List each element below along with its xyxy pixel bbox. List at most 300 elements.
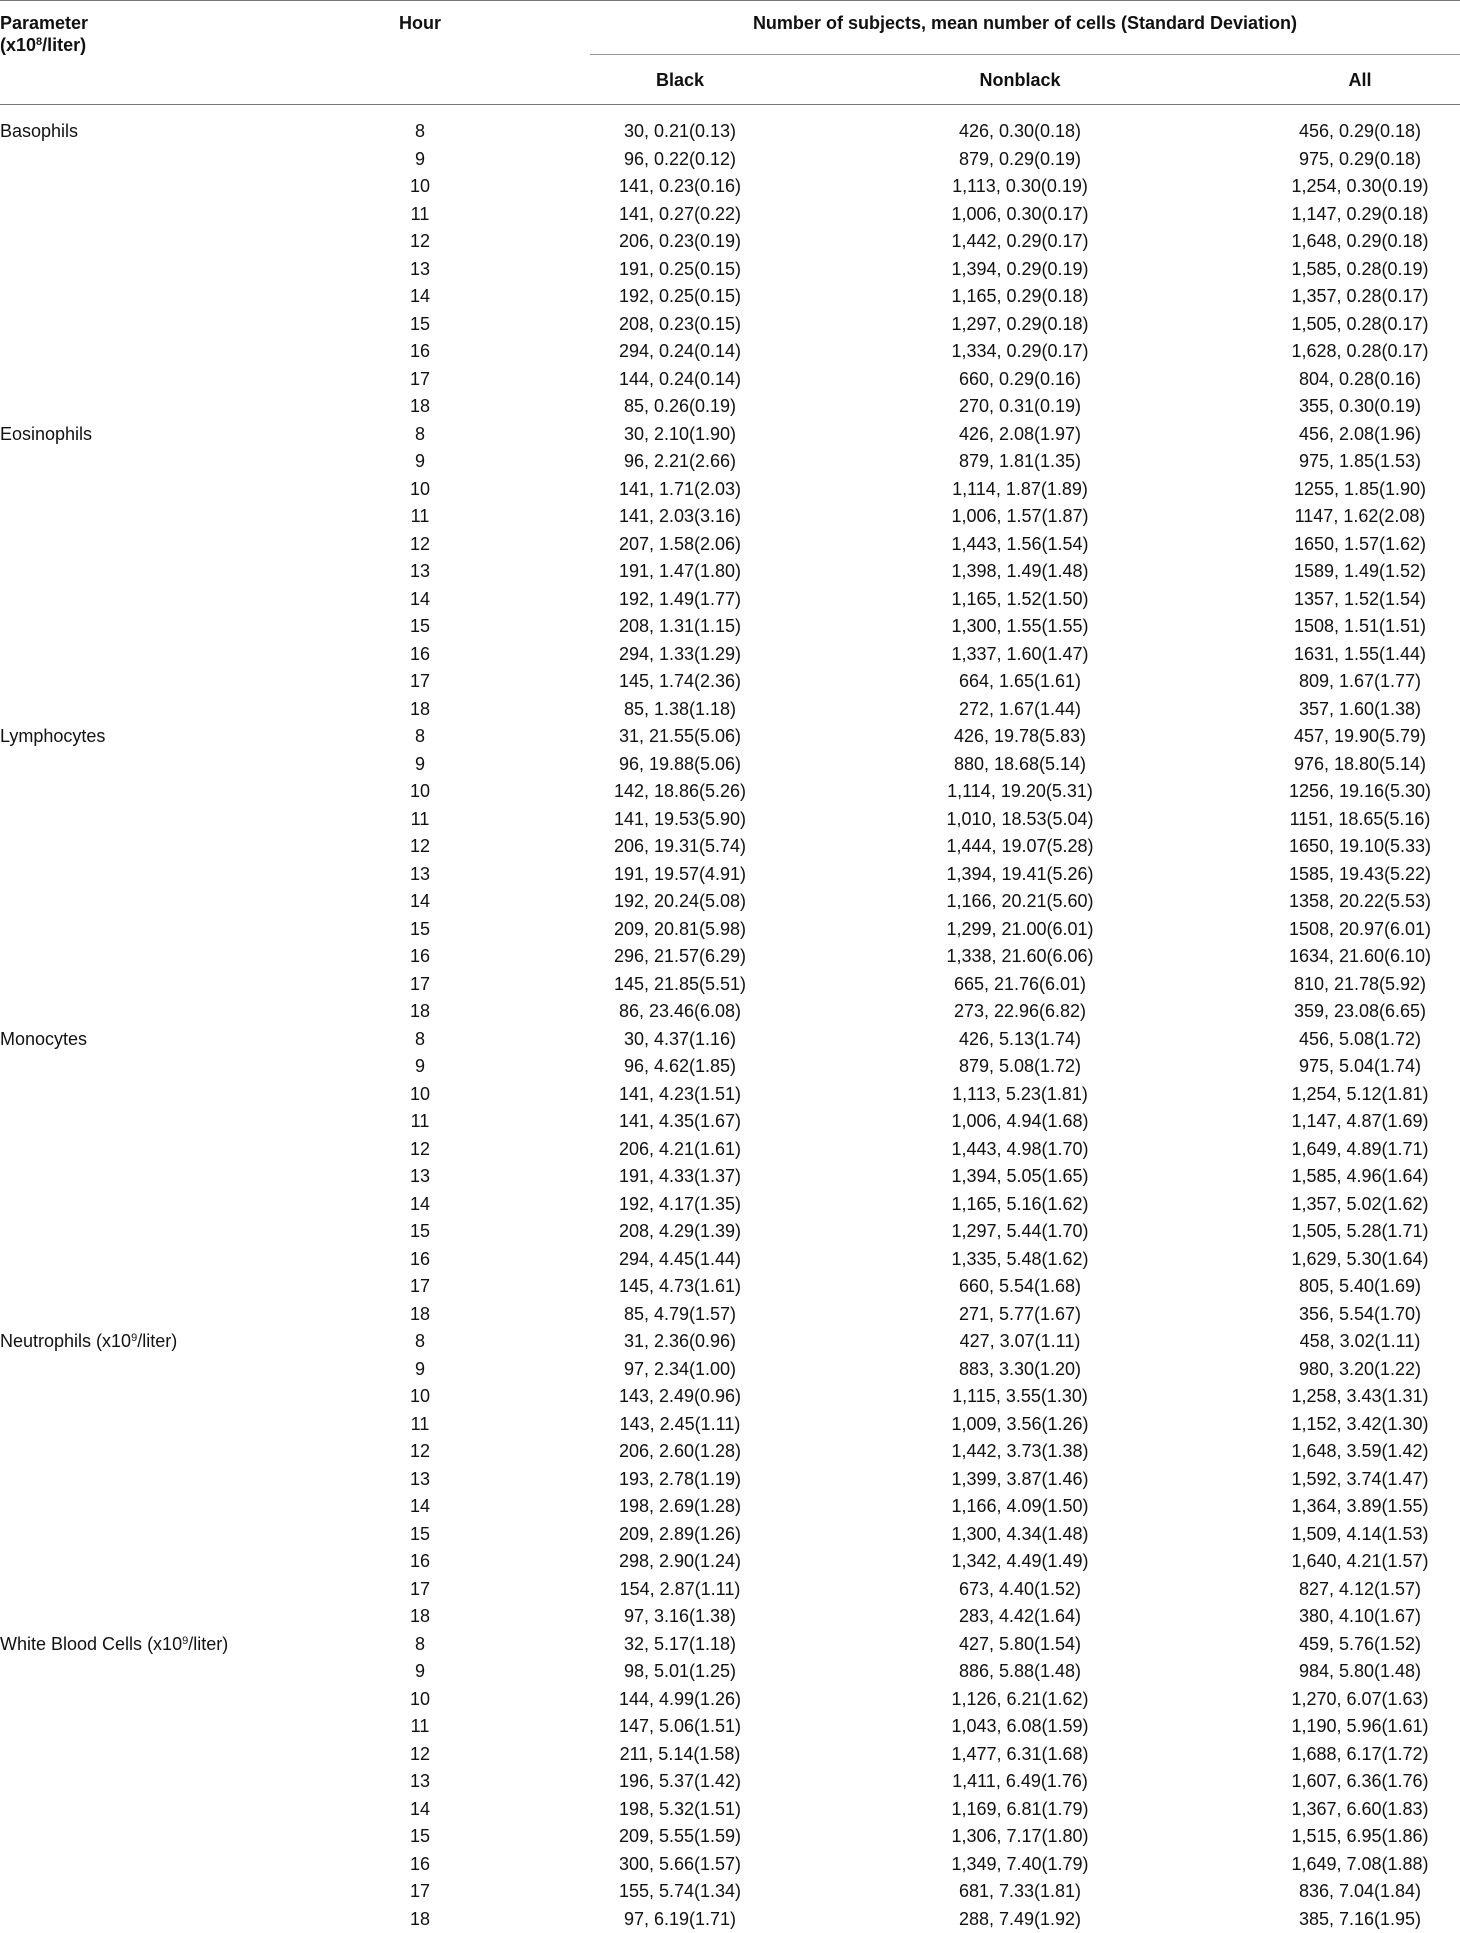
cell-hour: 11 <box>360 1713 480 1741</box>
cell-black: 209, 2.89(1.26) <box>560 1521 800 1549</box>
cell-hour: 18 <box>360 998 480 1026</box>
cell-hour: 15 <box>360 1218 480 1246</box>
cell-all: 355, 0.30(0.19) <box>1240 393 1460 421</box>
cell-hour: 9 <box>360 751 480 779</box>
cell-nonblack: 1,443, 4.98(1.70) <box>900 1136 1140 1164</box>
cell-black: 85, 0.26(0.19) <box>560 393 800 421</box>
cell-nonblack: 1,297, 0.29(0.18) <box>900 311 1140 339</box>
cell-all: 1,367, 6.60(1.83) <box>1240 1796 1460 1824</box>
cell-all: 1508, 1.51(1.51) <box>1240 613 1460 641</box>
cell-hour: 8 <box>360 421 480 449</box>
cell-black: 193, 2.78(1.19) <box>560 1466 800 1494</box>
table-row <box>0 1493 1460 1521</box>
cell-hour: 15 <box>360 1521 480 1549</box>
cell-hour: 18 <box>360 1906 480 1933</box>
table-row <box>0 1768 1460 1796</box>
cell-nonblack: 681, 7.33(1.81) <box>900 1878 1140 1906</box>
cell-nonblack: 1,398, 1.49(1.48) <box>900 558 1140 586</box>
cell-black: 196, 5.37(1.42) <box>560 1768 800 1796</box>
cell-hour: 13 <box>360 1466 480 1494</box>
cell-hour: 12 <box>360 833 480 861</box>
cell-hour: 18 <box>360 1301 480 1329</box>
cell-nonblack: 1,126, 6.21(1.62) <box>900 1686 1140 1714</box>
cell-black: 86, 23.46(6.08) <box>560 998 800 1026</box>
cell-hour: 11 <box>360 1411 480 1439</box>
cell-all: 804, 0.28(0.16) <box>1240 366 1460 394</box>
cell-nonblack: 880, 18.68(5.14) <box>900 751 1140 779</box>
cell-hour: 14 <box>360 1796 480 1824</box>
cell-black: 141, 2.03(3.16) <box>560 503 800 531</box>
cell-hour: 11 <box>360 1108 480 1136</box>
table-row <box>0 751 1460 779</box>
table-row <box>0 1383 1460 1411</box>
cell-hour: 14 <box>360 1493 480 1521</box>
cell-black: 85, 4.79(1.57) <box>560 1301 800 1329</box>
cell-black: 294, 1.33(1.29) <box>560 641 800 669</box>
table-row <box>0 1713 1460 1741</box>
cell-nonblack: 673, 4.40(1.52) <box>900 1576 1140 1604</box>
parameter-name: Monocytes <box>0 1026 87 1054</box>
cell-hour: 17 <box>360 971 480 999</box>
cell-black: 97, 2.34(1.00) <box>560 1356 800 1384</box>
cell-nonblack: 426, 5.13(1.74) <box>900 1026 1140 1054</box>
cell-nonblack: 271, 5.77(1.67) <box>900 1301 1140 1329</box>
table-row <box>0 861 1460 889</box>
cell-black: 97, 3.16(1.38) <box>560 1603 800 1631</box>
cell-nonblack: 1,349, 7.40(1.79) <box>900 1851 1140 1879</box>
cell-black: 97, 6.19(1.71) <box>560 1906 800 1933</box>
cell-nonblack: 1,335, 5.48(1.62) <box>900 1246 1140 1274</box>
cell-all: 458, 3.02(1.11) <box>1240 1328 1460 1356</box>
table-row <box>0 1521 1460 1549</box>
table-row <box>0 1878 1460 1906</box>
cell-black: 206, 0.23(0.19) <box>560 228 800 256</box>
cell-black: 141, 0.23(0.16) <box>560 173 800 201</box>
cell-black: 32, 5.17(1.18) <box>560 1631 800 1659</box>
cell-all: 1,357, 0.28(0.17) <box>1240 283 1460 311</box>
table-row <box>0 393 1460 421</box>
table-row <box>0 1603 1460 1631</box>
cell-black: 192, 20.24(5.08) <box>560 888 800 916</box>
cell-black: 30, 4.37(1.16) <box>560 1026 800 1054</box>
cell-black: 98, 5.01(1.25) <box>560 1658 800 1686</box>
cell-hour: 8 <box>360 1328 480 1356</box>
cell-all: 1,628, 0.28(0.17) <box>1240 338 1460 366</box>
cell-hour: 13 <box>360 558 480 586</box>
table-row <box>0 1658 1460 1686</box>
cell-hour: 13 <box>360 256 480 284</box>
cell-hour: 15 <box>360 613 480 641</box>
cell-black: 296, 21.57(6.29) <box>560 943 800 971</box>
header-group-label: Number of subjects, mean number of cells (Standard Deviation) <box>590 12 1460 34</box>
cell-hour: 13 <box>360 1163 480 1191</box>
cell-all: 1,152, 3.42(1.30) <box>1240 1411 1460 1439</box>
cell-black: 155, 5.74(1.34) <box>560 1878 800 1906</box>
parameter-name: White Blood Cells $(x10^9/liter)$ <box>0 1631 228 1659</box>
cell-hour: 13 <box>360 861 480 889</box>
parameter-name: Basophils <box>0 118 78 146</box>
cell-black: 298, 2.90(1.24) <box>560 1548 800 1576</box>
cell-hour: 13 <box>360 1768 480 1796</box>
cell-black: 191, 1.47(1.80) <box>560 558 800 586</box>
cell-all: 1,688, 6.17(1.72) <box>1240 1741 1460 1769</box>
cell-all: 1357, 1.52(1.54) <box>1240 586 1460 614</box>
cell-hour: 17 <box>360 1878 480 1906</box>
cell-black: 206, 2.60(1.28) <box>560 1438 800 1466</box>
table-row <box>0 1191 1460 1219</box>
cell-all: 456, 0.29(0.18) <box>1240 118 1460 146</box>
table-row <box>0 943 1460 971</box>
cell-nonblack: 426, 2.08(1.97) <box>900 421 1140 449</box>
cell-black: 191, 0.25(0.15) <box>560 256 800 284</box>
cell-all: 980, 3.20(1.22) <box>1240 1356 1460 1384</box>
cell-all: 1,648, 0.29(0.18) <box>1240 228 1460 256</box>
cell-all: 1,585, 4.96(1.64) <box>1240 1163 1460 1191</box>
cell-hour: 17 <box>360 668 480 696</box>
table-row <box>0 1246 1460 1274</box>
cell-all: 456, 5.08(1.72) <box>1240 1026 1460 1054</box>
cell-nonblack: 1,306, 7.17(1.80) <box>900 1823 1140 1851</box>
cell-nonblack: 879, 5.08(1.72) <box>900 1053 1140 1081</box>
cell-hour: 12 <box>360 228 480 256</box>
cell-black: 141, 0.27(0.22) <box>560 201 800 229</box>
cell-black: 96, 2.21(2.66) <box>560 448 800 476</box>
cell-all: 457, 19.90(5.79) <box>1240 723 1460 751</box>
table-row <box>0 1108 1460 1136</box>
cell-all: 1,648, 3.59(1.42) <box>1240 1438 1460 1466</box>
cell-black: 141, 1.71(2.03) <box>560 476 800 504</box>
cell-nonblack: 1,399, 3.87(1.46) <box>900 1466 1140 1494</box>
cell-nonblack: 1,300, 1.55(1.55) <box>900 613 1140 641</box>
table-row <box>0 641 1460 669</box>
cell-all: 1631, 1.55(1.44) <box>1240 641 1460 669</box>
cell-hour: 18 <box>360 393 480 421</box>
parameter-name: Neutrophils $(x10^9/liter)$ <box>0 1328 177 1356</box>
cell-black: 144, 4.99(1.26) <box>560 1686 800 1714</box>
cell-all: 975, 1.85(1.53) <box>1240 448 1460 476</box>
table-row <box>0 1218 1460 1246</box>
table-row <box>0 118 1460 146</box>
cell-black: 141, 19.53(5.90) <box>560 806 800 834</box>
cell-black: 198, 2.69(1.28) <box>560 1493 800 1521</box>
cell-nonblack: 660, 0.29(0.16) <box>900 366 1140 394</box>
cell-all: 1147, 1.62(2.08) <box>1240 503 1460 531</box>
table-row <box>0 1576 1460 1604</box>
header-hour: Hour <box>360 12 480 34</box>
table-row <box>0 1823 1460 1851</box>
cell-all: 1,270, 6.07(1.63) <box>1240 1686 1460 1714</box>
cell-nonblack: 1,477, 6.31(1.68) <box>900 1741 1140 1769</box>
table-row <box>0 1851 1460 1879</box>
cell-nonblack: 886, 5.88(1.48) <box>900 1658 1140 1686</box>
cell-all: 810, 21.78(5.92) <box>1240 971 1460 999</box>
table-row <box>0 888 1460 916</box>
cell-hour: 10 <box>360 778 480 806</box>
cell-black: 208, 0.23(0.15) <box>560 311 800 339</box>
header-parameter <box>0 12 88 56</box>
cell-black: 141, 4.35(1.67) <box>560 1108 800 1136</box>
cell-black: 142, 18.86(5.26) <box>560 778 800 806</box>
cell-black: 85, 1.38(1.18) <box>560 696 800 724</box>
cell-nonblack: 1,334, 0.29(0.17) <box>900 338 1140 366</box>
cell-all: 1650, 1.57(1.62) <box>1240 531 1460 559</box>
cell-all: 1508, 20.97(6.01) <box>1240 916 1460 944</box>
cell-all: 1,364, 3.89(1.55) <box>1240 1493 1460 1521</box>
cell-hour: 8 <box>360 723 480 751</box>
cell-nonblack: 1,165, 0.29(0.18) <box>900 283 1140 311</box>
cell-all: 1634, 21.60(6.10) <box>1240 943 1460 971</box>
table-body <box>0 118 1460 1933</box>
cell-nonblack: 1,299, 21.00(6.01) <box>900 916 1140 944</box>
cell-nonblack: 1,165, 1.52(1.50) <box>900 586 1140 614</box>
cell-all: 1256, 19.16(5.30) <box>1240 778 1460 806</box>
cell-all: 359, 23.08(6.65) <box>1240 998 1460 1026</box>
cell-hour: 8 <box>360 1026 480 1054</box>
cell-nonblack: 1,006, 4.94(1.68) <box>900 1108 1140 1136</box>
table-row <box>0 283 1460 311</box>
cell-nonblack: 883, 3.30(1.20) <box>900 1356 1140 1384</box>
cell-nonblack: 660, 5.54(1.68) <box>900 1273 1140 1301</box>
cell-nonblack: 1,166, 4.09(1.50) <box>900 1493 1140 1521</box>
cell-hour: 16 <box>360 1851 480 1879</box>
cell-black: 192, 1.49(1.77) <box>560 586 800 614</box>
cell-all: 1,505, 5.28(1.71) <box>1240 1218 1460 1246</box>
cell-hour: 16 <box>360 1548 480 1576</box>
cell-all: 385, 7.16(1.95) <box>1240 1906 1460 1933</box>
cell-black: 30, 2.10(1.90) <box>560 421 800 449</box>
table-row <box>0 1163 1460 1191</box>
cell-nonblack: 426, 0.30(0.18) <box>900 118 1140 146</box>
cell-all: 456, 2.08(1.96) <box>1240 421 1460 449</box>
table-row <box>0 338 1460 366</box>
cell-hour: 10 <box>360 1081 480 1109</box>
cell-black: 141, 4.23(1.51) <box>560 1081 800 1109</box>
table-row <box>0 696 1460 724</box>
cell-nonblack: 1,337, 1.60(1.47) <box>900 641 1140 669</box>
cell-nonblack: 1,165, 5.16(1.62) <box>900 1191 1140 1219</box>
cell-all: 1358, 20.22(5.53) <box>1240 888 1460 916</box>
cell-all: 976, 18.80(5.14) <box>1240 751 1460 779</box>
cell-all: 975, 5.04(1.74) <box>1240 1053 1460 1081</box>
cell-all: 1,357, 5.02(1.62) <box>1240 1191 1460 1219</box>
cell-all: 975, 0.29(0.18) <box>1240 146 1460 174</box>
cell-all: 1,649, 4.89(1.71) <box>1240 1136 1460 1164</box>
cell-black: 147, 5.06(1.51) <box>560 1713 800 1741</box>
cell-hour: 18 <box>360 1603 480 1631</box>
table-row <box>0 586 1460 614</box>
table-row <box>0 476 1460 504</box>
cell-hour: 12 <box>360 1438 480 1466</box>
cell-black: 191, 4.33(1.37) <box>560 1163 800 1191</box>
table-row <box>0 311 1460 339</box>
table-row <box>0 448 1460 476</box>
table-row <box>0 1466 1460 1494</box>
cell-hour: 12 <box>360 1741 480 1769</box>
cell-nonblack: 1,043, 6.08(1.59) <box>900 1713 1140 1741</box>
cell-black: 145, 4.73(1.61) <box>560 1273 800 1301</box>
cell-nonblack: 1,113, 0.30(0.19) <box>900 173 1140 201</box>
cell-nonblack: 1,113, 5.23(1.81) <box>900 1081 1140 1109</box>
cell-all: 809, 1.67(1.77) <box>1240 668 1460 696</box>
cell-hour: 17 <box>360 366 480 394</box>
cell-black: 143, 2.49(0.96) <box>560 1383 800 1411</box>
table-row <box>0 1796 1460 1824</box>
cell-nonblack: 1,300, 4.34(1.48) <box>900 1521 1140 1549</box>
cell-nonblack: 1,394, 0.29(0.19) <box>900 256 1140 284</box>
table-row <box>0 723 1460 751</box>
cell-nonblack: 1,169, 6.81(1.79) <box>900 1796 1140 1824</box>
cell-hour: 10 <box>360 1383 480 1411</box>
table-row <box>0 1631 1460 1659</box>
cell-black: 206, 19.31(5.74) <box>560 833 800 861</box>
cell-all: 356, 5.54(1.70) <box>1240 1301 1460 1329</box>
cell-black: 31, 21.55(5.06) <box>560 723 800 751</box>
cell-nonblack: 273, 22.96(6.82) <box>900 998 1140 1026</box>
cell-nonblack: 427, 3.07(1.11) <box>900 1328 1140 1356</box>
cell-black: 198, 5.32(1.51) <box>560 1796 800 1824</box>
cell-hour: 18 <box>360 696 480 724</box>
cell-hour: 9 <box>360 1356 480 1384</box>
cell-nonblack: 879, 0.29(0.19) <box>900 146 1140 174</box>
cell-hour: 15 <box>360 916 480 944</box>
cell-all: 1,254, 0.30(0.19) <box>1240 173 1460 201</box>
cell-hour: 8 <box>360 1631 480 1659</box>
cell-black: 191, 19.57(4.91) <box>560 861 800 889</box>
table-row <box>0 421 1460 449</box>
cell-hour: 9 <box>360 448 480 476</box>
table-row <box>0 1026 1460 1054</box>
cell-all: 1,505, 0.28(0.17) <box>1240 311 1460 339</box>
table-row <box>0 1273 1460 1301</box>
cell-nonblack: 1,342, 4.49(1.49) <box>900 1548 1140 1576</box>
cell-nonblack: 1,394, 19.41(5.26) <box>900 861 1140 889</box>
cell-hour: 14 <box>360 586 480 614</box>
cell-black: 207, 1.58(2.06) <box>560 531 800 559</box>
table-row <box>0 201 1460 229</box>
cell-hour: 11 <box>360 201 480 229</box>
table-row <box>0 1356 1460 1384</box>
cell-black: 192, 0.25(0.15) <box>560 283 800 311</box>
header-col-black: Black <box>560 69 800 91</box>
cell-black: 144, 0.24(0.14) <box>560 366 800 394</box>
table-row <box>0 1081 1460 1109</box>
cell-all: 1,649, 7.08(1.88) <box>1240 1851 1460 1879</box>
table-row <box>0 228 1460 256</box>
cell-black: 30, 0.21(0.13) <box>560 118 800 146</box>
table-row <box>0 256 1460 284</box>
cell-black: 96, 19.88(5.06) <box>560 751 800 779</box>
table-row <box>0 1136 1460 1164</box>
cell-all: 1,640, 4.21(1.57) <box>1240 1548 1460 1576</box>
cell-nonblack: 1,166, 20.21(5.60) <box>900 888 1140 916</box>
cell-black: 145, 1.74(2.36) <box>560 668 800 696</box>
cell-all: 1,585, 0.28(0.19) <box>1240 256 1460 284</box>
cell-nonblack: 1,006, 1.57(1.87) <box>900 503 1140 531</box>
cell-nonblack: 1,006, 0.30(0.17) <box>900 201 1140 229</box>
cell-hour: 14 <box>360 888 480 916</box>
cell-all: 827, 4.12(1.57) <box>1240 1576 1460 1604</box>
table-row <box>0 778 1460 806</box>
cell-all: 1,147, 0.29(0.18) <box>1240 201 1460 229</box>
cell-hour: 10 <box>360 1686 480 1714</box>
table-row <box>0 531 1460 559</box>
cell-hour: 15 <box>360 1823 480 1851</box>
table-row <box>0 173 1460 201</box>
cell-black: 208, 4.29(1.39) <box>560 1218 800 1246</box>
cell-black: 294, 4.45(1.44) <box>560 1246 800 1274</box>
cell-nonblack: 664, 1.65(1.61) <box>900 668 1140 696</box>
cell-all: 1,592, 3.74(1.47) <box>1240 1466 1460 1494</box>
cell-nonblack: 288, 7.49(1.92) <box>900 1906 1140 1933</box>
cell-nonblack: 1,442, 0.29(0.17) <box>900 228 1140 256</box>
table-row <box>0 806 1460 834</box>
cell-hour: 11 <box>360 503 480 531</box>
cell-hour: 11 <box>360 806 480 834</box>
cell-all: 1,190, 5.96(1.61) <box>1240 1713 1460 1741</box>
cell-all: 357, 1.60(1.38) <box>1240 696 1460 724</box>
table-row <box>0 668 1460 696</box>
cell-all: 984, 5.80(1.48) <box>1240 1658 1460 1686</box>
cell-all: 1,607, 6.36(1.76) <box>1240 1768 1460 1796</box>
header-col-nonblack: Nonblack <box>900 69 1140 91</box>
cell-black: 192, 4.17(1.35) <box>560 1191 800 1219</box>
cell-all: 1,629, 5.30(1.64) <box>1240 1246 1460 1274</box>
header-top-rule <box>0 0 1460 1</box>
cell-nonblack: 665, 21.76(6.01) <box>900 971 1140 999</box>
cell-all: 1,509, 4.14(1.53) <box>1240 1521 1460 1549</box>
cell-hour: 9 <box>360 1658 480 1686</box>
cell-hour: 9 <box>360 146 480 174</box>
table-row <box>0 1906 1460 1933</box>
cell-hour: 14 <box>360 283 480 311</box>
table-row <box>0 503 1460 531</box>
cell-nonblack: 879, 1.81(1.35) <box>900 448 1140 476</box>
cell-nonblack: 1,394, 5.05(1.65) <box>900 1163 1140 1191</box>
table-row <box>0 1053 1460 1081</box>
cell-black: 211, 5.14(1.58) <box>560 1741 800 1769</box>
cell-all: 1255, 1.85(1.90) <box>1240 476 1460 504</box>
header-bottom-rule <box>0 104 1460 105</box>
cell-black: 209, 5.55(1.59) <box>560 1823 800 1851</box>
cell-black: 294, 0.24(0.14) <box>560 338 800 366</box>
cell-hour: 16 <box>360 943 480 971</box>
table-row <box>0 613 1460 641</box>
cell-all: 836, 7.04(1.84) <box>1240 1878 1460 1906</box>
cell-nonblack: 1,009, 3.56(1.26) <box>900 1411 1140 1439</box>
cell-all: 1589, 1.49(1.52) <box>1240 558 1460 586</box>
cell-hour: 14 <box>360 1191 480 1219</box>
cell-all: 1585, 19.43(5.22) <box>1240 861 1460 889</box>
cell-black: 96, 0.22(0.12) <box>560 146 800 174</box>
cell-all: 1,515, 6.95(1.86) <box>1240 1823 1460 1851</box>
table-row <box>0 833 1460 861</box>
cell-black: 143, 2.45(1.11) <box>560 1411 800 1439</box>
cell-all: 380, 4.10(1.67) <box>1240 1603 1460 1631</box>
table-row <box>0 1301 1460 1329</box>
cell-black: 145, 21.85(5.51) <box>560 971 800 999</box>
cell-all: 459, 5.76(1.52) <box>1240 1631 1460 1659</box>
cell-nonblack: 1,115, 3.55(1.30) <box>900 1383 1140 1411</box>
cell-black: 31, 2.36(0.96) <box>560 1328 800 1356</box>
header-parameter-label: Parameter <box>0 13 88 33</box>
cell-all: 805, 5.40(1.69) <box>1240 1273 1460 1301</box>
cell-nonblack: 1,411, 6.49(1.76) <box>900 1768 1140 1796</box>
cell-nonblack: 1,338, 21.60(6.06) <box>900 943 1140 971</box>
cell-nonblack: 272, 1.67(1.44) <box>900 696 1140 724</box>
header-parameter-unit: $(x10^8/liter)$ <box>0 35 86 55</box>
header-col-all: All <box>1240 69 1460 91</box>
cell-hour: 17 <box>360 1576 480 1604</box>
